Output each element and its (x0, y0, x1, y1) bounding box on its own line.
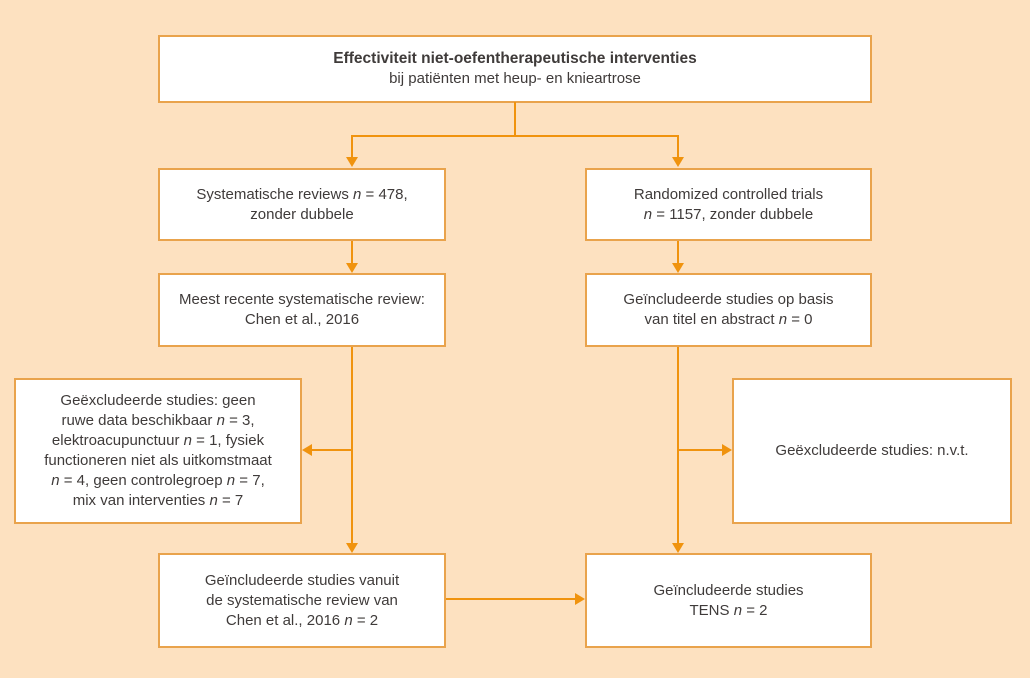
connector-to-recent-review (351, 241, 353, 264)
box-excluded-studies-right (732, 378, 1012, 524)
box-included-studies-tens (585, 553, 872, 648)
connector-left-long-stem (351, 347, 353, 544)
box-line: Randomized controlled trials (633, 185, 824, 203)
arrowhead-down-icon (346, 543, 358, 553)
box-line: Chen et al., 2016 (244, 311, 360, 328)
box-line: Geïncludeerde studies (653, 581, 804, 599)
box-line: Geïncludeerde studies op basis (623, 291, 834, 308)
box-header-subtitle: bij patiënten met heup- en knieartrose (389, 70, 641, 87)
box-line: Geëxcludeerde studies: geen (60, 392, 256, 409)
connector-to-included-abstract (677, 241, 679, 264)
box-line: Meest recente systematische review: (179, 291, 425, 308)
box-line: n = 4, geen controlegroep n = 7, (51, 472, 265, 489)
arrowhead-down-icon (672, 263, 684, 273)
box-line: elektroacupunctuur n = 1, fysiek (51, 432, 265, 449)
box-systematic-reviews (158, 168, 446, 241)
arrowhead-right-icon (722, 444, 732, 456)
box-randomized-controlled-trials (585, 168, 872, 241)
box-most-recent-review (158, 273, 446, 347)
connector-split-bar (351, 135, 679, 137)
connector-right-long-stem (677, 347, 679, 544)
box-line: mix van interventies n = 7 (72, 492, 244, 509)
box-line: Chen et al., 2016 n = 2 (225, 611, 379, 629)
connector-header-stem (514, 102, 516, 136)
box-line: de systematische review van (206, 591, 398, 609)
arrowhead-down-icon (672, 157, 684, 167)
box-header (158, 35, 872, 103)
connector-to-systematic-reviews (351, 135, 353, 158)
box-line: van titel en abstract n = 0 (644, 311, 813, 328)
connector-to-excluded-left (312, 449, 353, 451)
connector-to-excluded-right (677, 449, 722, 451)
box-line: TENS n = 2 (689, 601, 768, 619)
box-excluded-studies-left (14, 378, 302, 524)
box-line: ruwe data beschikbaar n = 3, (61, 412, 255, 429)
arrowhead-down-icon (346, 263, 358, 273)
box-line: n = 1157, zonder dubbele (643, 205, 814, 223)
box-line: Geëxcludeerde studies: n.v.t. (775, 442, 969, 459)
connector-to-rcts (677, 135, 679, 158)
box-line: zonder dubbele (250, 205, 354, 223)
arrowhead-down-icon (346, 157, 358, 167)
box-header-title: Effectiviteit niet-oefentherapeutische interventies (333, 50, 697, 67)
arrowhead-right-icon (575, 593, 585, 605)
connector-chen-to-tens (446, 598, 575, 600)
box-included-from-chen-review (158, 553, 446, 648)
box-included-title-abstract (585, 273, 872, 347)
arrowhead-down-icon (672, 543, 684, 553)
arrowhead-left-icon (302, 444, 312, 456)
box-line: Systematische reviews n = 478, (196, 185, 408, 203)
box-line: Geïncludeerde studies vanuit (204, 571, 400, 589)
box-line: functioneren niet als uitkomstmaat (44, 452, 272, 469)
